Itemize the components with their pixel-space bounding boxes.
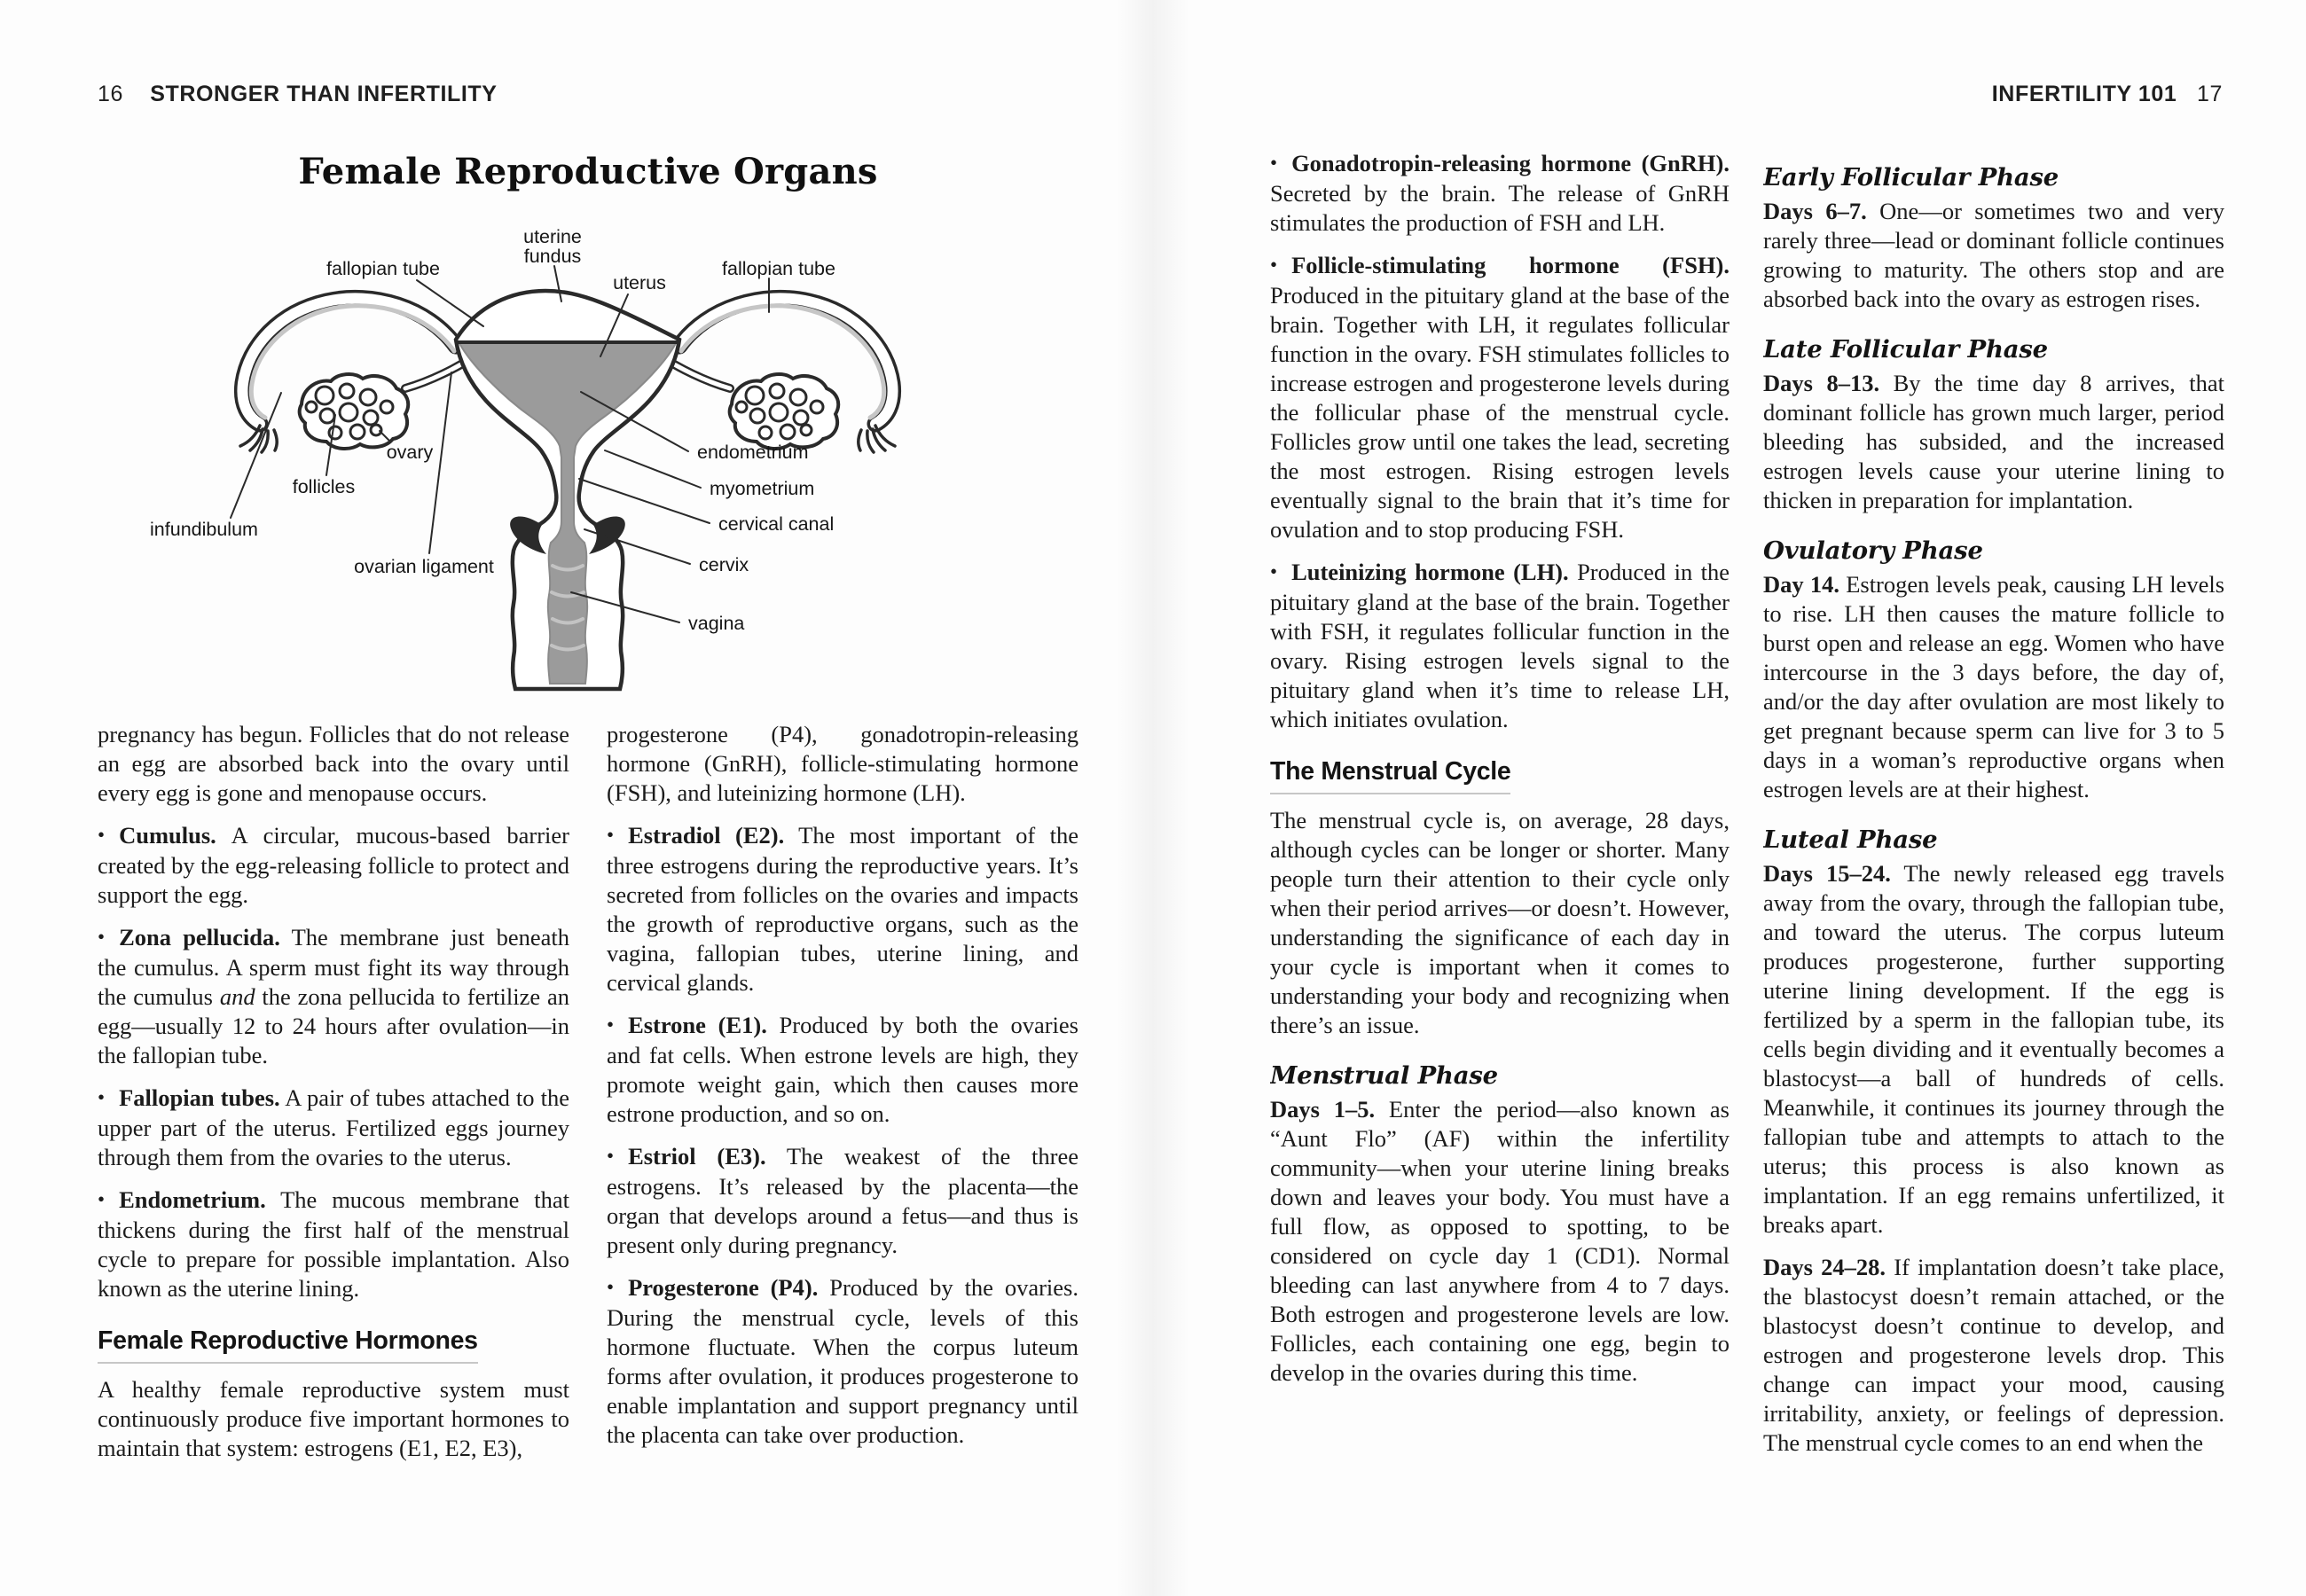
phase-paragraph: Days 15–24. The newly released egg travels away from the ovary, through the fallopian tube, and toward the uterus. The corpus luteum produces progesterone, further supporting uterine lining development. If the egg is fertilized by a sperm in the fallopian tube, its cells begin dividing and it eventually becomes a blastocyst—a ball of hundreds of cells. Meanwhile, it continues its journey through the fallopian tube and attempts to attach to the uterus; this process is also known as implantation. If an egg remains unfertilized, it breaks apart.	[1763, 860, 2224, 1238]
days-lead: Days 8–13.	[1763, 370, 1880, 396]
bullet-lead: Estrone (E1).	[628, 1012, 767, 1038]
paragraph: A healthy female reproductive system must continuously produce five important hormones to maintain that system: estrogens (E1, E2, E3),	[98, 1376, 569, 1461]
bullet-item: • Luteinizing hormone (LH). Produced in the pituitary gland at the base of the brain. Together with FSH, it regulates follicular function in the ovary. Rising estrogen levels signal to the pituitary gland when it’s time to release LH, which initiates ovulation.	[1270, 559, 1730, 732]
paragraph: The menstrual cycle is, on average, 28 days, although cycles can be longer or shorter. Many people turn their attention to their cycle only when their period arrives—or doesn’t. However, understanding the significance of each day in your cycle is important when it comes to understanding your body and recognizing when there’s an issue.	[1270, 807, 1730, 1038]
bullet-item: • Gonadotropin-releasing hormone (GnRH). Secreted by the brain. The release of GnRH stimulates the production of FSH and LH.	[1270, 150, 1730, 236]
left-running-head	[98, 82, 498, 107]
figure-label-vagina: vagina	[688, 613, 745, 634]
bullet-item: • Follicle-stimulating hormone (FSH). Produced in the pituitary gland at the base of the brain. Together with LH, it regulates follicular function in the ovary. FSH stimulates follicles to increase estrogen and progesterone levels during the follicular phase of the menstrual cycle. Follicles grow until one takes the lead, secreting the most estrogen. Rising estrogen levels eventually signal to the brain that it’s time for ovulation and to stop producing FSH.	[1270, 252, 1730, 543]
right-running-head	[1268, 82, 2223, 107]
paragraph: pregnancy has begun. Follicles that do not release an egg are absorbed back into the ovary until every egg is gone and menopause occurs.	[98, 721, 569, 806]
bullet-item: • Estradiol (E2). The most important of the three estrogens during the reproductive years. It’s secreted from follicles on the ovaries and impacts the growth of reproductive organs, such as the vagina, fallopian tubes, uterine lining, and cervical glands.	[607, 822, 1078, 996]
left-running-head-title: STRONGER THAN INFERTILITY	[150, 82, 498, 106]
right-page-column-1	[1270, 149, 1730, 1559]
figure-label-ovarian-ligament: ovarian ligament	[354, 556, 494, 577]
days-lead: Days 6–7.	[1763, 198, 1867, 224]
bullet-lead: Cumulus.	[119, 822, 216, 849]
figure-label-cervical-canal: cervical canal	[718, 513, 835, 535]
left-ovary	[300, 374, 409, 449]
phase-paragraph: Days 1–5. Enter the period—also known as “Aunt Flo” (AF) within the infertility community—when your uterine lining breaks down and leaves your body. You must have a full flow, as opposed to spotting, to be considered on cycle day 1 (CD1). Normal bleeding can last anywhere from 4 to 7 days. Both estrogen and progesterone levels are low. Follicles, each containing one egg, begin to develop in the ovaries during this time.	[1270, 1096, 1730, 1386]
phase-subheading: Ovulatory Phase	[1763, 536, 1983, 565]
bullet-icon: •	[607, 1145, 615, 1167]
bullet-lead: Zona pellucida.	[119, 924, 280, 951]
bullet-lead: Estriol (E3).	[628, 1143, 766, 1170]
right-page-number: 17	[2196, 82, 2223, 106]
phase-subheading: Luteal Phase	[1763, 825, 1938, 854]
female-reproductive-organs-diagram	[98, 213, 984, 699]
figure-label-cervix: cervix	[699, 554, 749, 575]
bullet-item: • Cumulus. A circular, mucous-based barrier created by the egg-releasing follicle to protect and support the egg.	[98, 822, 569, 908]
figure-label-uterine-fundus-line1: uterine	[523, 226, 582, 247]
bullet-item: • Zona pellucida. The membrane just beneath the cumulus. A sperm must fight its way through the cumulus and the zona pellucida to fertilize an egg—usually 12 to 24 hours after ovulation—in the fallopian tube.	[98, 924, 569, 1068]
right-ovary	[730, 374, 839, 449]
bullet-icon: •	[607, 1276, 615, 1298]
bullet-lead: Follicle-stimulating hormone (FSH).	[1291, 252, 1730, 278]
figure-label-endometrium: endometrium	[697, 442, 809, 463]
phase-paragraph: Days 8–13. By the time day 8 arrives, that dominant follicle has grown much larger, period bleeding has subsided, and the increased estrogen levels cause your uterine lining to thicken in preparation for implantation.	[1763, 370, 2224, 513]
bullet-icon: •	[98, 1086, 106, 1108]
bullet-lead: Progesterone (P4).	[628, 1274, 819, 1301]
days-lead: Days 15–24.	[1763, 860, 1891, 887]
phase-subheading: Early Follicular Phase	[1763, 163, 2059, 192]
figure-label-uterus: uterus	[613, 272, 666, 293]
bullet-icon: •	[1270, 152, 1278, 174]
left-page-column-1	[98, 720, 569, 1559]
days-lead: Days 24–28.	[1763, 1254, 1886, 1280]
figure-label-follicles: follicles	[292, 476, 356, 497]
phase-subheading: Late Follicular Phase	[1763, 335, 2048, 364]
phase-paragraph: Days 6–7. One—or sometimes two and very rarely three—lead or dominant follicle continues growing to maturity. The others stop and are absorbed back into the ovary as estrogen rises.	[1763, 198, 2224, 312]
figure-label-fallopian-tube-right: fallopian tube	[722, 258, 835, 279]
figure-label-fallopian-tube-left: fallopian tube	[326, 258, 440, 279]
bullet-item: • Endometrium. The mucous membrane that thickens during the first half of the menstrual cycle to prepare for possible implantation. Also known as the uterine lining.	[98, 1186, 569, 1302]
days-lead: Days 1–5.	[1270, 1096, 1376, 1123]
bullet-lead: Luteinizing hormone (LH).	[1291, 559, 1569, 585]
figure-label-infundibulum: infundibulum	[150, 519, 258, 540]
left-page-number: 16	[98, 82, 124, 106]
bullet-icon: •	[98, 1188, 106, 1210]
phase-subheading: Menstrual Phase	[1270, 1061, 1498, 1090]
right-page-column-2	[1763, 163, 2224, 1561]
figure-label-myometrium: myometrium	[710, 478, 815, 499]
phase-paragraph: Day 14. Estrogen levels peak, causing LH levels to rise. LH then causes the mature follicle to burst open and release an egg. Women who have intercourse in the 3 days before, the day of, and/or the day after ovulation are most likely to get pregnant because sperm can live for 3 to 5 days in a woman’s reproductive organs when estrogen levels are at their highest.	[1763, 571, 2224, 802]
figure-label-uterine-fundus-line2: fundus	[523, 246, 582, 267]
right-running-head-title: INFERTILITY 101	[1991, 82, 2177, 106]
bullet-icon: •	[607, 1013, 615, 1036]
bullet-icon: •	[607, 824, 615, 846]
bullet-item: • Progesterone (P4). Produced by the ovaries. During the menstrual cycle, levels of this hormone fluctuate. When the corpus luteum forms after ovulation, it produces progesterone to enable implantation and support pregnancy until the placenta can take over production.	[607, 1274, 1078, 1448]
left-page-column-2	[607, 720, 1078, 1559]
bullet-lead: Fallopian tubes.	[119, 1084, 280, 1111]
page-gutter-shadow	[1116, 0, 1190, 1596]
bullet-icon: •	[98, 824, 106, 846]
bullet-icon: •	[1270, 254, 1278, 276]
days-lead: Day 14.	[1763, 571, 1839, 598]
bullet-icon: •	[1270, 560, 1278, 583]
section-heading: The Menstrual Cycle	[1270, 757, 1730, 794]
bullet-lead: Endometrium.	[119, 1186, 266, 1213]
bullet-lead: Gonadotropin-releasing hormone (GnRH).	[1291, 150, 1730, 176]
bullet-icon: •	[98, 926, 106, 948]
figure-title: Female Reproductive Organs	[298, 151, 878, 192]
bullet-lead: Estradiol (E2).	[628, 822, 785, 849]
section-heading: Female Reproductive Hormones	[98, 1326, 569, 1364]
bullet-item: • Estrone (E1). Produced by both the ovaries and fat cells. When estrone levels are high, they promote weight gain, which then causes more estrone production, and so on.	[607, 1012, 1078, 1127]
phase-paragraph: Days 24–28. If implantation doesn’t take place, the blastocyst doesn’t remain attached, or the blastocyst doesn’t continue to develop, and estrogen and progesterone levels drop. This change can impact your mood, causing irritability, anxiety, or feelings of depression. The menstrual cycle comes to an end when the	[1763, 1254, 2224, 1456]
paragraph: progesterone (P4), gonadotropin-releasing hormone (GnRH), follicle-stimulating hormone (FSH), and luteinizing hormone (LH).	[607, 721, 1078, 806]
figure-label-ovary: ovary	[386, 442, 434, 463]
bullet-item: • Fallopian tubes. A pair of tubes attached to the upper part of the uterus. Fertilized eggs journey through them from the ovaries to the uterus.	[98, 1084, 569, 1170]
bullet-item: • Estriol (E3). The weakest of the three estrogens. It’s released by the placenta—the organ that develops around a fetus—and thus is present only during pregnancy.	[607, 1143, 1078, 1258]
